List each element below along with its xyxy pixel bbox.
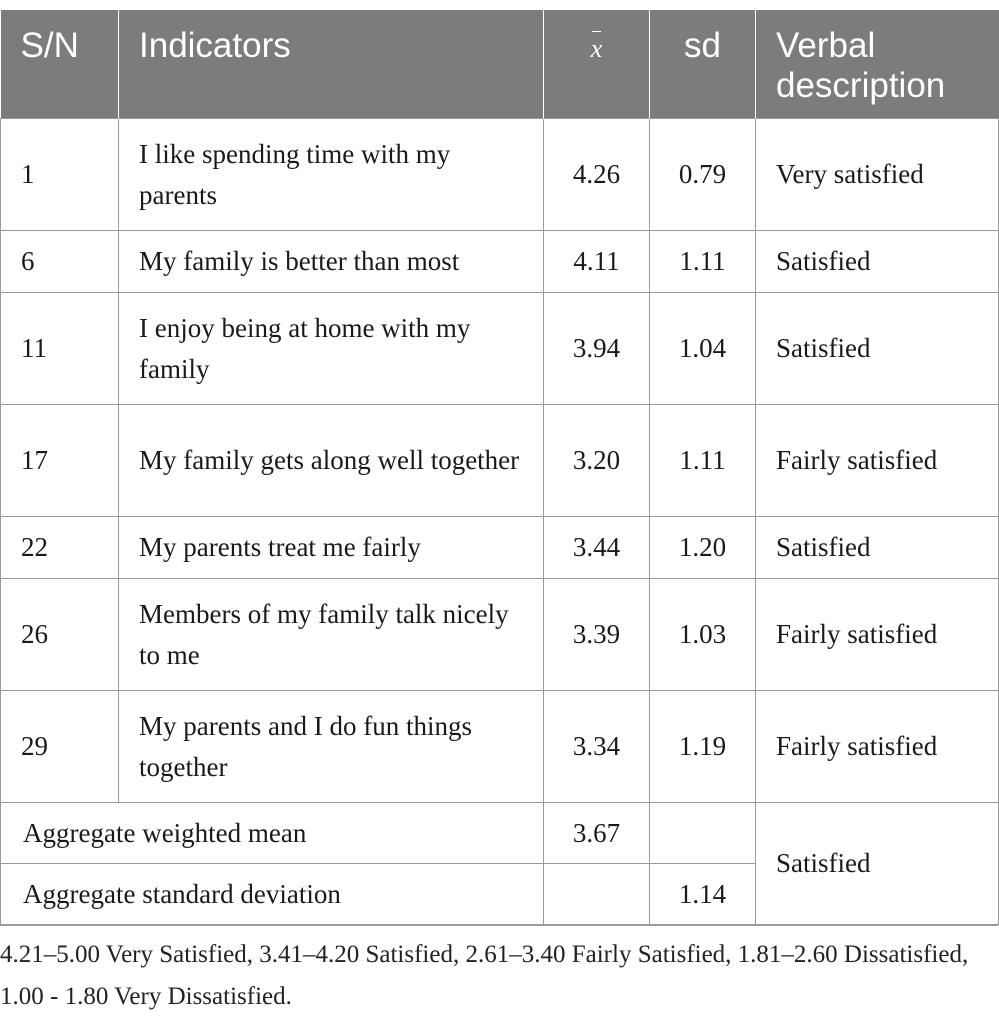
satisfaction-table: [0, 10, 999, 925]
cell-verbal: Satisfied: [756, 293, 999, 405]
cell-indicator: I like spending time with my parents: [119, 119, 544, 231]
cell-sd: 0.79: [650, 119, 756, 231]
cell-indicator: I enjoy being at home with my family: [119, 293, 544, 405]
header-mean: [544, 10, 650, 119]
cell-mean: 3.44: [544, 517, 650, 579]
aggregate-sd-label: Aggregate standard deviation: [1, 864, 544, 925]
table-row: [1, 119, 999, 231]
cell-indicator: My family gets along well together: [119, 405, 544, 517]
header-indicators: Indicators: [119, 10, 544, 119]
cell-sd: 1.03: [650, 579, 756, 691]
cell-verbal: Fairly satisfied: [756, 405, 999, 517]
cell-mean: 3.39: [544, 579, 650, 691]
table-header-row: [1, 10, 999, 119]
cell-sd: 1.19: [650, 691, 756, 803]
cell-mean: 4.11: [544, 231, 650, 293]
summary-row-mean: [1, 803, 999, 864]
header-verbal-description: Verbal description: [756, 10, 999, 119]
cell-verbal: Very satisfied: [756, 119, 999, 231]
table-row: [1, 691, 999, 803]
table-row: [1, 517, 999, 579]
table-row: [1, 579, 999, 691]
table-row: [1, 293, 999, 405]
cell-verbal: Fairly satisfied: [756, 691, 999, 803]
table-footnote: 4.21–5.00 Very Satisfied, 3.41–4.20 Satisfied, 2.61–3.40 Fairly Satisfied, 1.81–2.60 Dissatisfied, 1.00 - 1.80 Very Dissatisfied.: [0, 941, 969, 1010]
cell-sn: 29: [1, 691, 119, 803]
data-table-container: [0, 10, 998, 926]
aggregate-sd-value: 1.14: [650, 864, 756, 925]
cell-verbal: Satisfied: [756, 517, 999, 579]
mean-symbol: x: [591, 28, 603, 64]
cell-sd: 1.04: [650, 293, 756, 405]
cell-mean: 3.94: [544, 293, 650, 405]
aggregate-sd-mean-empty: [544, 864, 650, 925]
cell-indicator: My family is better than most: [119, 231, 544, 293]
cell-verbal: Fairly satisfied: [756, 579, 999, 691]
cell-indicator: My parents treat me fairly: [119, 517, 544, 579]
table-row: [1, 231, 999, 293]
table-row: [1, 405, 999, 517]
header-sd: sd: [650, 10, 756, 119]
cell-indicator: My parents and I do fun things together: [119, 691, 544, 803]
cell-sd: 1.11: [650, 231, 756, 293]
cell-sn: 11: [1, 293, 119, 405]
cell-verbal: Satisfied: [756, 231, 999, 293]
aggregate-mean-value: 3.67: [544, 803, 650, 864]
cell-sn: 1: [1, 119, 119, 231]
aggregate-mean-sd-empty: [650, 803, 756, 864]
cell-mean: 4.26: [544, 119, 650, 231]
header-sn: S/N: [1, 10, 119, 119]
cell-mean: 3.20: [544, 405, 650, 517]
cell-sn: 22: [1, 517, 119, 579]
aggregate-verbal: Satisfied: [756, 803, 999, 925]
cell-sn: 26: [1, 579, 119, 691]
cell-sd: 1.11: [650, 405, 756, 517]
cell-indicator: Members of my family talk nicely to me: [119, 579, 544, 691]
cell-sn: 6: [1, 231, 119, 293]
aggregate-mean-label: Aggregate weighted mean: [1, 803, 544, 864]
cell-sd: 1.20: [650, 517, 756, 579]
cell-sn: 17: [1, 405, 119, 517]
cell-mean: 3.34: [544, 691, 650, 803]
